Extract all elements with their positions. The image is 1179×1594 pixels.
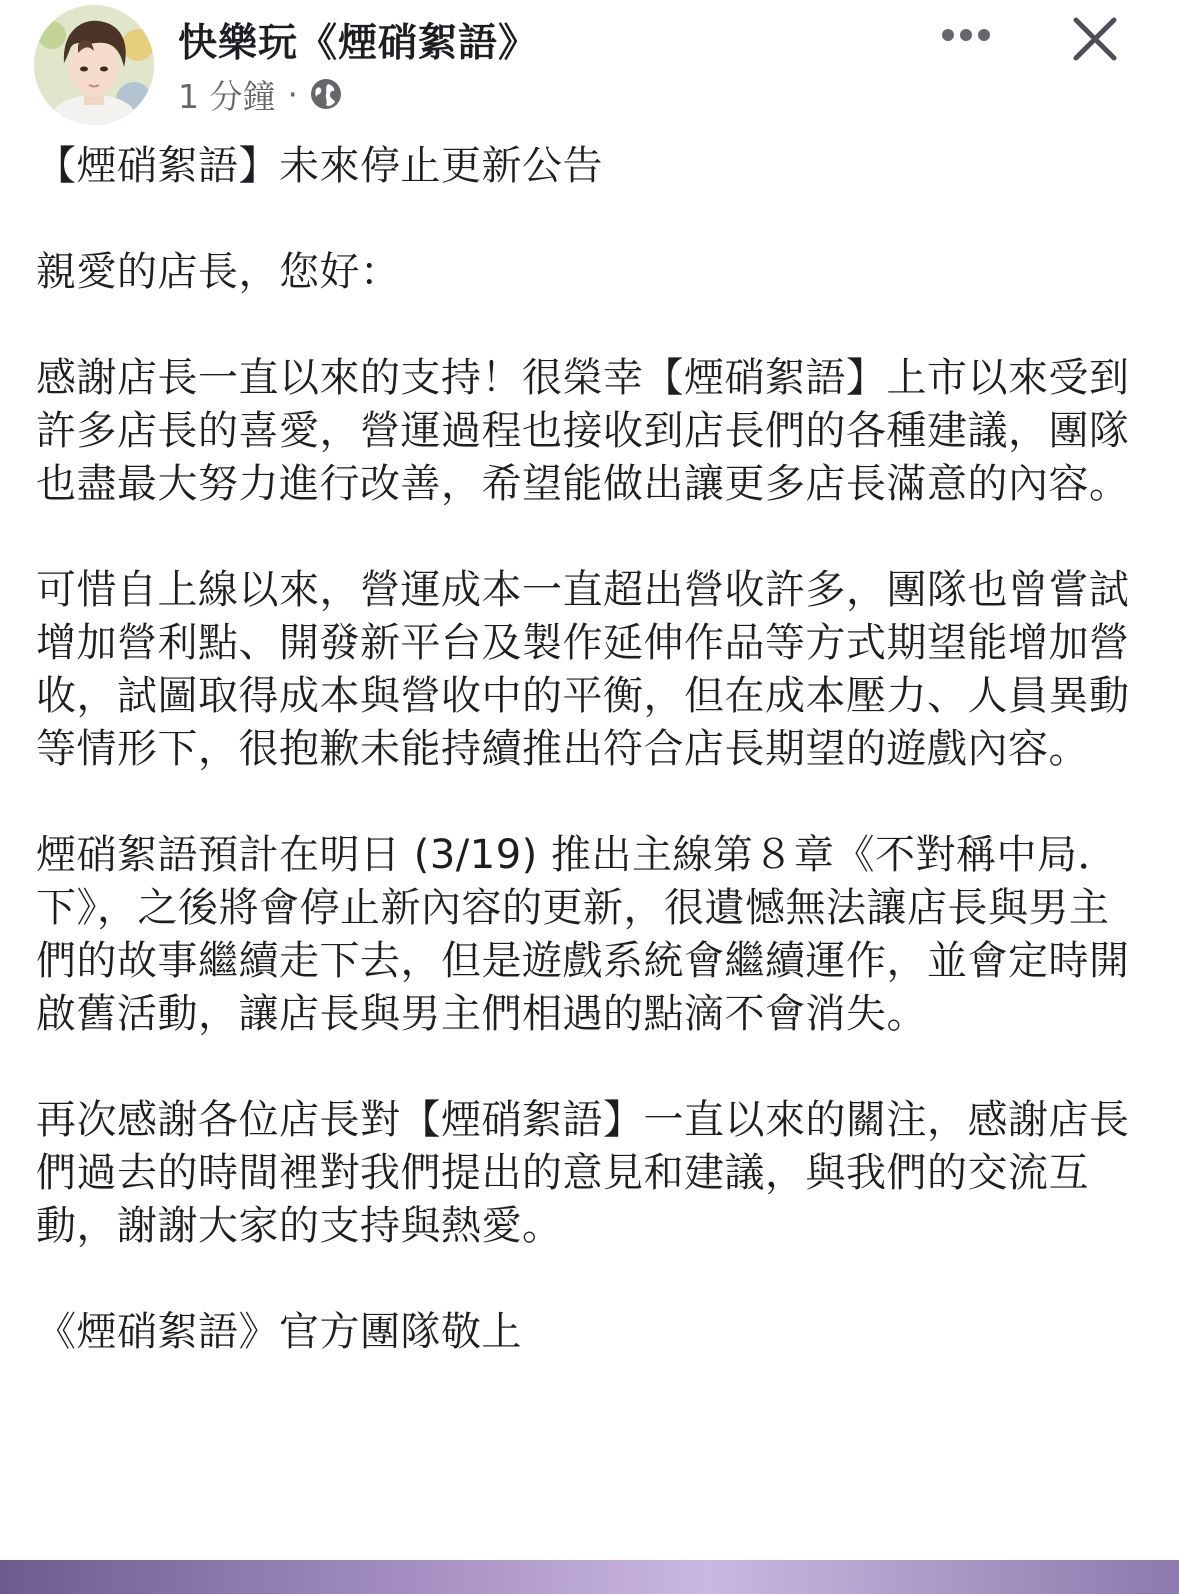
post-title: 【煙硝絮語】未來停止更新公告 [36, 143, 603, 189]
post-signature: 《煙硝絮語》官方團隊敬上 [36, 1309, 522, 1355]
close-icon [1072, 16, 1118, 62]
spacer [36, 193, 1142, 246]
post-paragraph-2: 可惜自上線以來，營運成本一直超出營收許多，團隊也曾嘗試增加營利點、開發新平台及製作延伸作品等方式期望能增加營收，試圖取得成本與營收中的平衡，但在成本壓力、人員異動等情形下，很抱歉未能持續推出符合店長期望的遊戲內容。 [36, 567, 1130, 772]
post-paragraph-4: 再次感謝各位店長對【煙硝絮語】一直以來的關注，感謝店長們過去的時間裡對我們提出的意見和建議，與我們的交流互動，謝謝大家的支持與熱愛。 [36, 1097, 1130, 1249]
post-paragraph-3: 煙硝絮語預計在明日 (3/19) 推出主線第８章《不對稱中局．下》，之後將會停止新內容的更新，很遺憾無法讓店長與男主們的故事繼續走下去，但是遊戲系統會繼續運作，並會定時開啟舊活動，讓店長與男主們相遇的點滴不會消失。 [36, 832, 1130, 1037]
post-header [0, 0, 1179, 130]
spacer [36, 1253, 1142, 1306]
close-button[interactable] [1064, 8, 1126, 70]
avatar[interactable] [34, 5, 154, 125]
avatar-illustration [34, 5, 154, 125]
post-timestamp[interactable]: 1 分鐘 [178, 76, 276, 116]
more-dots-icon [939, 28, 993, 42]
globe-icon[interactable] [308, 76, 344, 112]
spacer [36, 1041, 1142, 1094]
post-body [36, 140, 1142, 1359]
spacer [36, 511, 1142, 564]
post-meta [178, 72, 344, 116]
post-paragraph-1: 感謝店長一直以來的支持！很榮幸【煙硝絮語】上市以來受到許多店長的喜愛，營運過程也接收到店長們的各種建議，團隊也盡最大努力進行改善，希望能做出讓更多店長滿意的內容。 [36, 355, 1130, 507]
spacer [36, 299, 1142, 352]
page-name[interactable]: 快樂玩《煙硝絮語》 [178, 21, 539, 66]
spacer [36, 776, 1142, 829]
bottom-image-strip[interactable] [0, 1560, 1179, 1594]
meta-separator: · [287, 74, 298, 114]
post-greeting: 親愛的店長，您好： [36, 249, 401, 295]
more-options-button[interactable] [930, 12, 1002, 58]
